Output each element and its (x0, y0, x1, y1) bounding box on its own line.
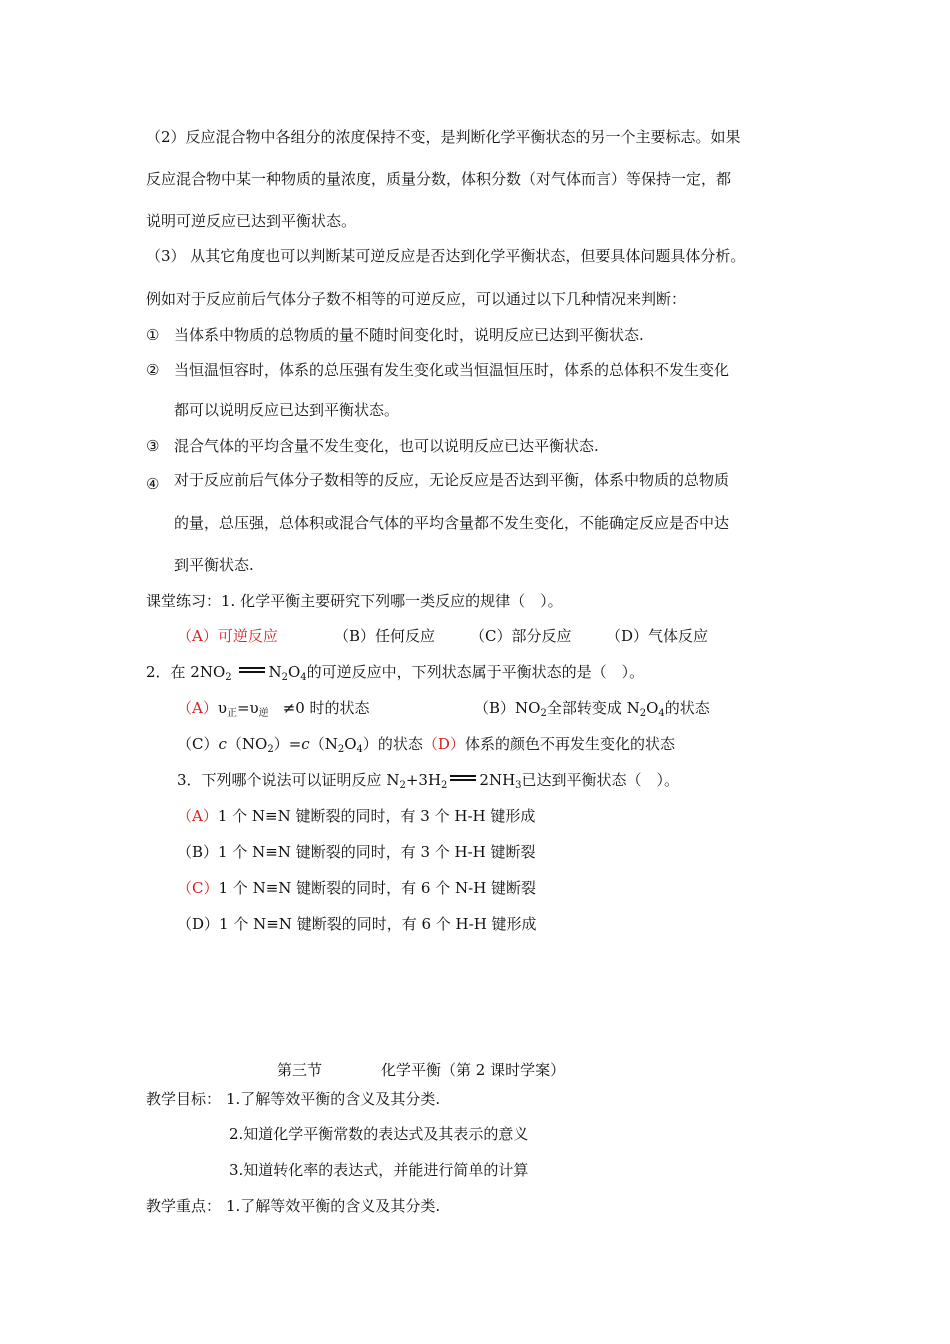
question-3-stem: 3．下列哪个说法可以证明反应 $N_2+3H_2$ $2NH_3$已达到平衡状态（ ）。 (177, 771, 680, 791)
teaching-goals-label: 教学目标： (146, 1090, 222, 1108)
list-item-2-text-1: 当恒温恒容时，体系的总压强有发生变化或当恒温恒压时，体系的总体积不发生变化 (174, 361, 730, 379)
paragraph-3-line-1: （3） 从其它角度也可以判断某可逆反应是否达到化学平衡状态，但要具体问题具体分析。 (146, 247, 746, 265)
question-2-stem: 2．在 $2NO_2$ $N_2O_4$的可逆反应中，下列状态属于平衡状态的是（ ）。 (146, 663, 645, 683)
equilibrium-arrow-icon (237, 667, 267, 675)
question-1-option-b: （B）任何反应 (334, 627, 436, 645)
list-item-1-text: 当体系中物质的总物质的量不随时间变化时，说明反应已达到平衡状态. (174, 326, 644, 344)
equilibrium-arrow-icon (448, 775, 478, 783)
question-2-option-b: $(B)NO_2$全部转变成 $N_2O_4$的状态 (474, 699, 710, 719)
question-3-option-c: （C）1 个 N≡N 键断裂的同时，有 6 个 N-H 键断裂 (177, 879, 537, 897)
list-item-1-number: ① (146, 326, 160, 344)
question-2-option-c: $(C)c(NO_2)=c(N_2O_4)$的状态（D）体系的颜色不再发生变化的状态 (177, 735, 675, 755)
paragraph-2-line-1: （2）反应混合物中各组分的浓度保持不变，是判断化学平衡状态的另一个主要标志。如果 (146, 128, 741, 146)
list-item-4-text-1: 对于反应前后气体分子数相等的反应，无论反应是否达到平衡，体系中物质的总物质 (174, 471, 730, 489)
question-2-option-a: $(A)\upsilon_正=\upsilon_逆 \ne 0$ 时的状态 (177, 699, 370, 719)
list-item-4-text-2: 的量，总压强，总体积或混合气体的平均含量都不发生变化，不能确定反应是否中达 (174, 514, 730, 532)
list-item-4-number: ④ (146, 475, 160, 493)
teaching-goal-1: 1.了解等效平衡的含义及其分类. (226, 1090, 441, 1108)
question-3-option-d: （D）1 个 N≡N 键断裂的同时，有 6 个 H-H 键形成 (177, 915, 537, 933)
question-3-option-a: （A）1 个 N≡N 键断裂的同时，有 3 个 H-H 键形成 (177, 807, 536, 825)
list-item-2-number: ② (146, 361, 160, 379)
teaching-goal-3: 3.知道转化率的表达式，并能进行简单的计算 (229, 1161, 529, 1179)
question-2-option-d-text: 体系的颜色不再发生变化的状态 (464, 735, 675, 753)
paragraph-2-line-3: 说明可逆反应已达到平衡状态。 (146, 212, 357, 230)
teaching-goal-2: 2.知道化学平衡常数的表达式及其表示的意义 (229, 1125, 529, 1143)
question-2-option-d-label: （D） (422, 735, 465, 753)
list-item-3-text: 混合气体的平均含量不发生变化，也可以说明反应已达平衡状态. (174, 437, 599, 455)
paragraph-3-line-2: 例如对于反应前后气体分子数不相等的可逆反应，可以通过以下几种情况来判断： (146, 290, 687, 308)
question-1-stem: 课堂练习：1. 化学平衡主要研究下列哪一类反应的规律（ ）。 (146, 592, 563, 610)
question-3-option-b: （B）1 个 N≡N 键断裂的同时，有 3 个 H-H 键断裂 (177, 843, 536, 861)
question-1-option-a: （A）可逆反应 (177, 627, 278, 645)
list-item-4-text-3: 到平衡状态. (174, 556, 254, 574)
teaching-focus-label: 教学重点： (146, 1197, 222, 1215)
paragraph-2-line-2: 反应混合物中某一种物质的量浓度，质量分数，体积分数（对气体而言）等保持一定，都 (146, 170, 732, 188)
question-1-option-d: （D）气体反应 (606, 627, 709, 645)
list-item-2-text-2: 都可以说明反应已达到平衡状态。 (174, 401, 400, 419)
teaching-focus-1: 1.了解等效平衡的含义及其分类. (226, 1197, 441, 1215)
list-item-3-number: ③ (146, 437, 160, 455)
section-heading-number: 第三节 (277, 1061, 323, 1079)
section-heading-title: 化学平衡（第 2 课时学案） (381, 1061, 566, 1079)
question-1-option-c: （C）部分反应 (470, 627, 572, 645)
